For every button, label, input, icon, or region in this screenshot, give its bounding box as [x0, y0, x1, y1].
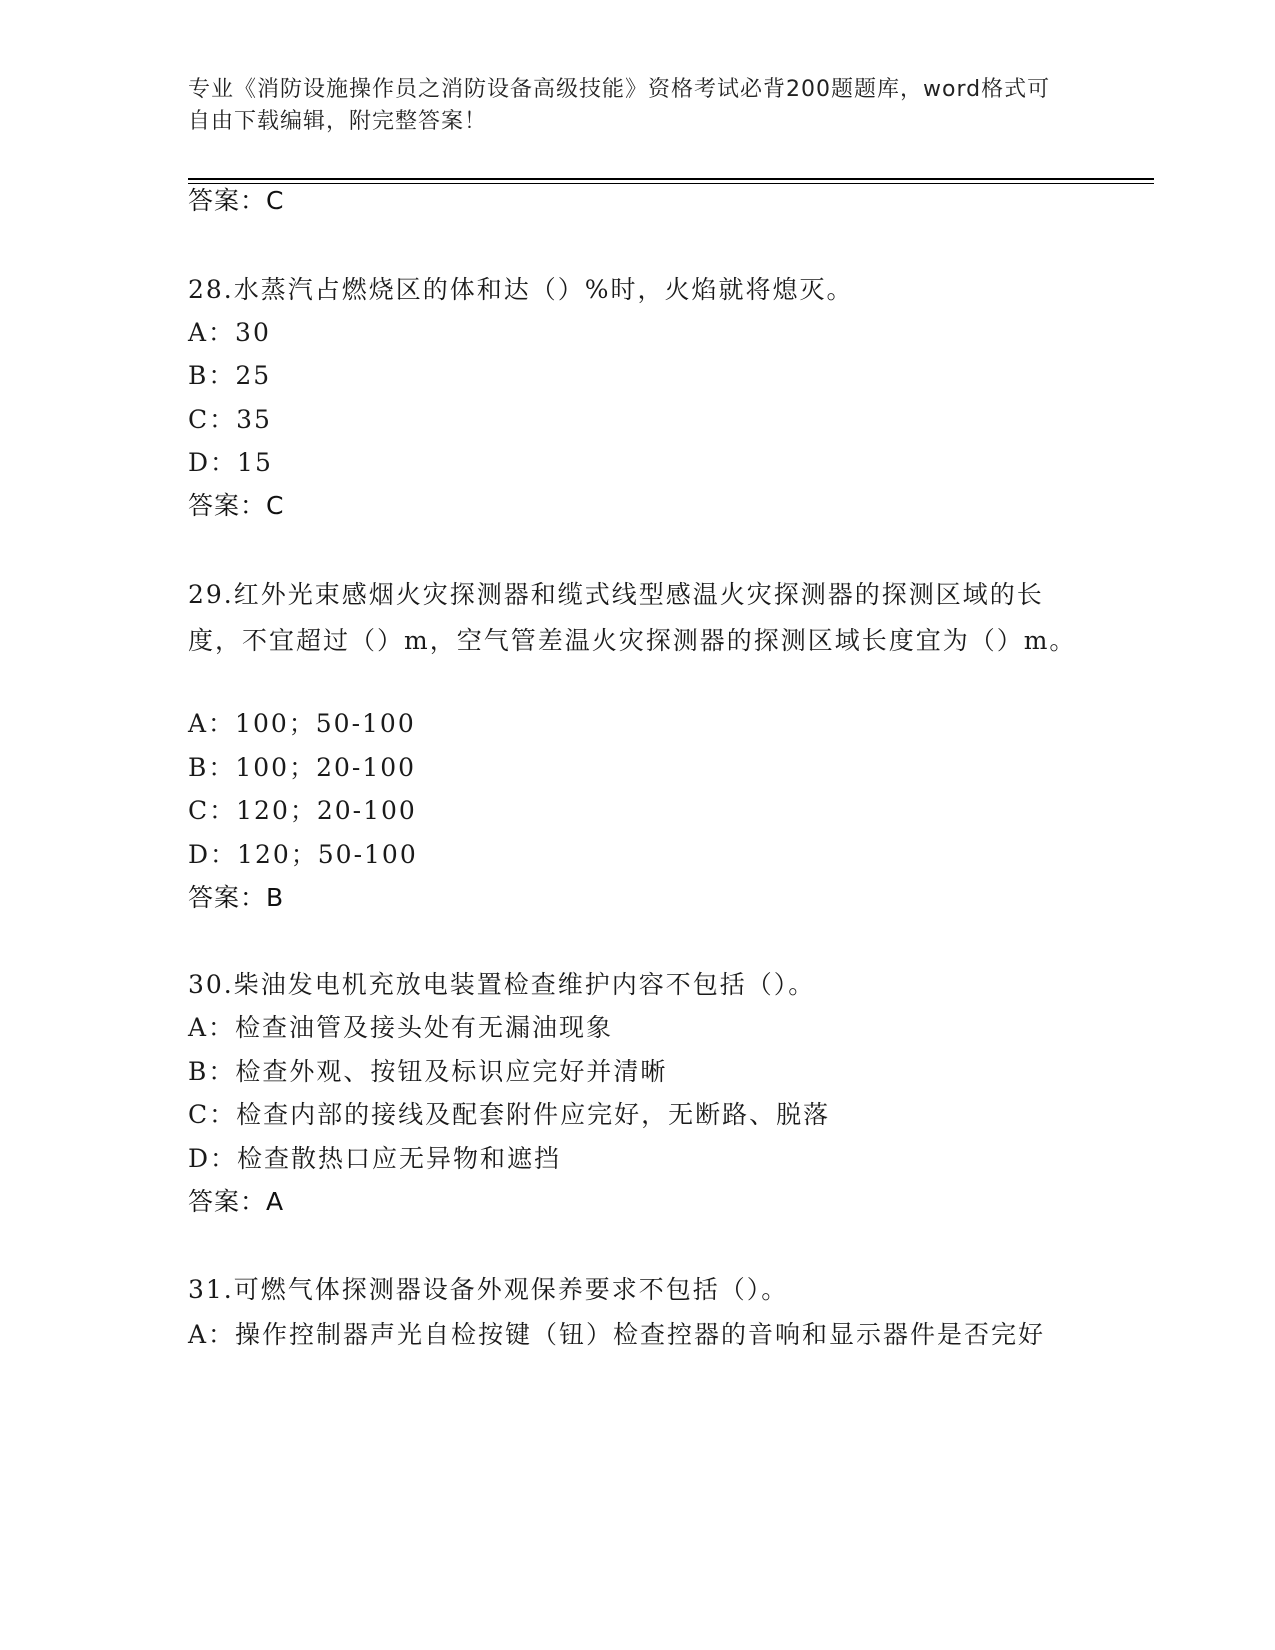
document-header: 专业《消防设施操作员之消防设备高级技能》资格考试必背200题题库，word格式可自由下载编辑，附完整答案！: [188, 77, 1051, 134]
answer-30: 答案：A: [188, 1187, 285, 1216]
answer-28: 答案：C: [188, 491, 285, 520]
question-29-stem: 29.红外光束感烟火灾探测器和缆式线型感温火灾探测器的探测区域的长度，不宜超过（）m，空气管差温火灾探测器的探测区域长度宜为（）m。: [188, 580, 1077, 655]
question-29-option-b: B：100；20-100: [188, 753, 417, 782]
header-divider-thick: [188, 178, 1154, 180]
header-divider-thin: [188, 183, 1154, 184]
question-31-option-a: A：操作控制器声光自检按键（钮）检查控器的音响和显示器件是否完好: [188, 1320, 1046, 1349]
question-30-option-a: A：检查油管及接头处有无漏油现象: [188, 1013, 614, 1042]
question-29-option-a: A：100；50-100: [188, 709, 416, 738]
answer-27: 答案：C: [188, 186, 285, 215]
question-30-option-d: D：检查散热口应无异物和遮挡: [188, 1144, 562, 1173]
answer-29: 答案：B: [188, 883, 285, 912]
question-28-option-d: D：15: [188, 448, 273, 477]
question-28-stem: 28.水蒸汽占燃烧区的体和达（）%时，火焰就将熄灭。: [188, 275, 854, 304]
question-30-option-b: B：检查外观、按钮及标识应完好并清晰: [188, 1057, 668, 1086]
question-30-option-c: C：检查内部的接线及配套附件应完好，无断路、脱落: [188, 1100, 831, 1129]
question-29-option-c: C：120；20-100: [188, 796, 417, 825]
question-28-option-b: B：25: [188, 361, 272, 390]
question-28-option-c: C：35: [188, 405, 272, 434]
question-29-option-d: D：120；50-100: [188, 840, 418, 869]
question-28-option-a: A：30: [188, 318, 271, 347]
question-31-stem: 31.可燃气体探测器设备外观保养要求不包括（）。: [188, 1275, 789, 1304]
question-30-stem: 30.柴油发电机充放电装置检查维护内容不包括（）。: [188, 970, 816, 999]
